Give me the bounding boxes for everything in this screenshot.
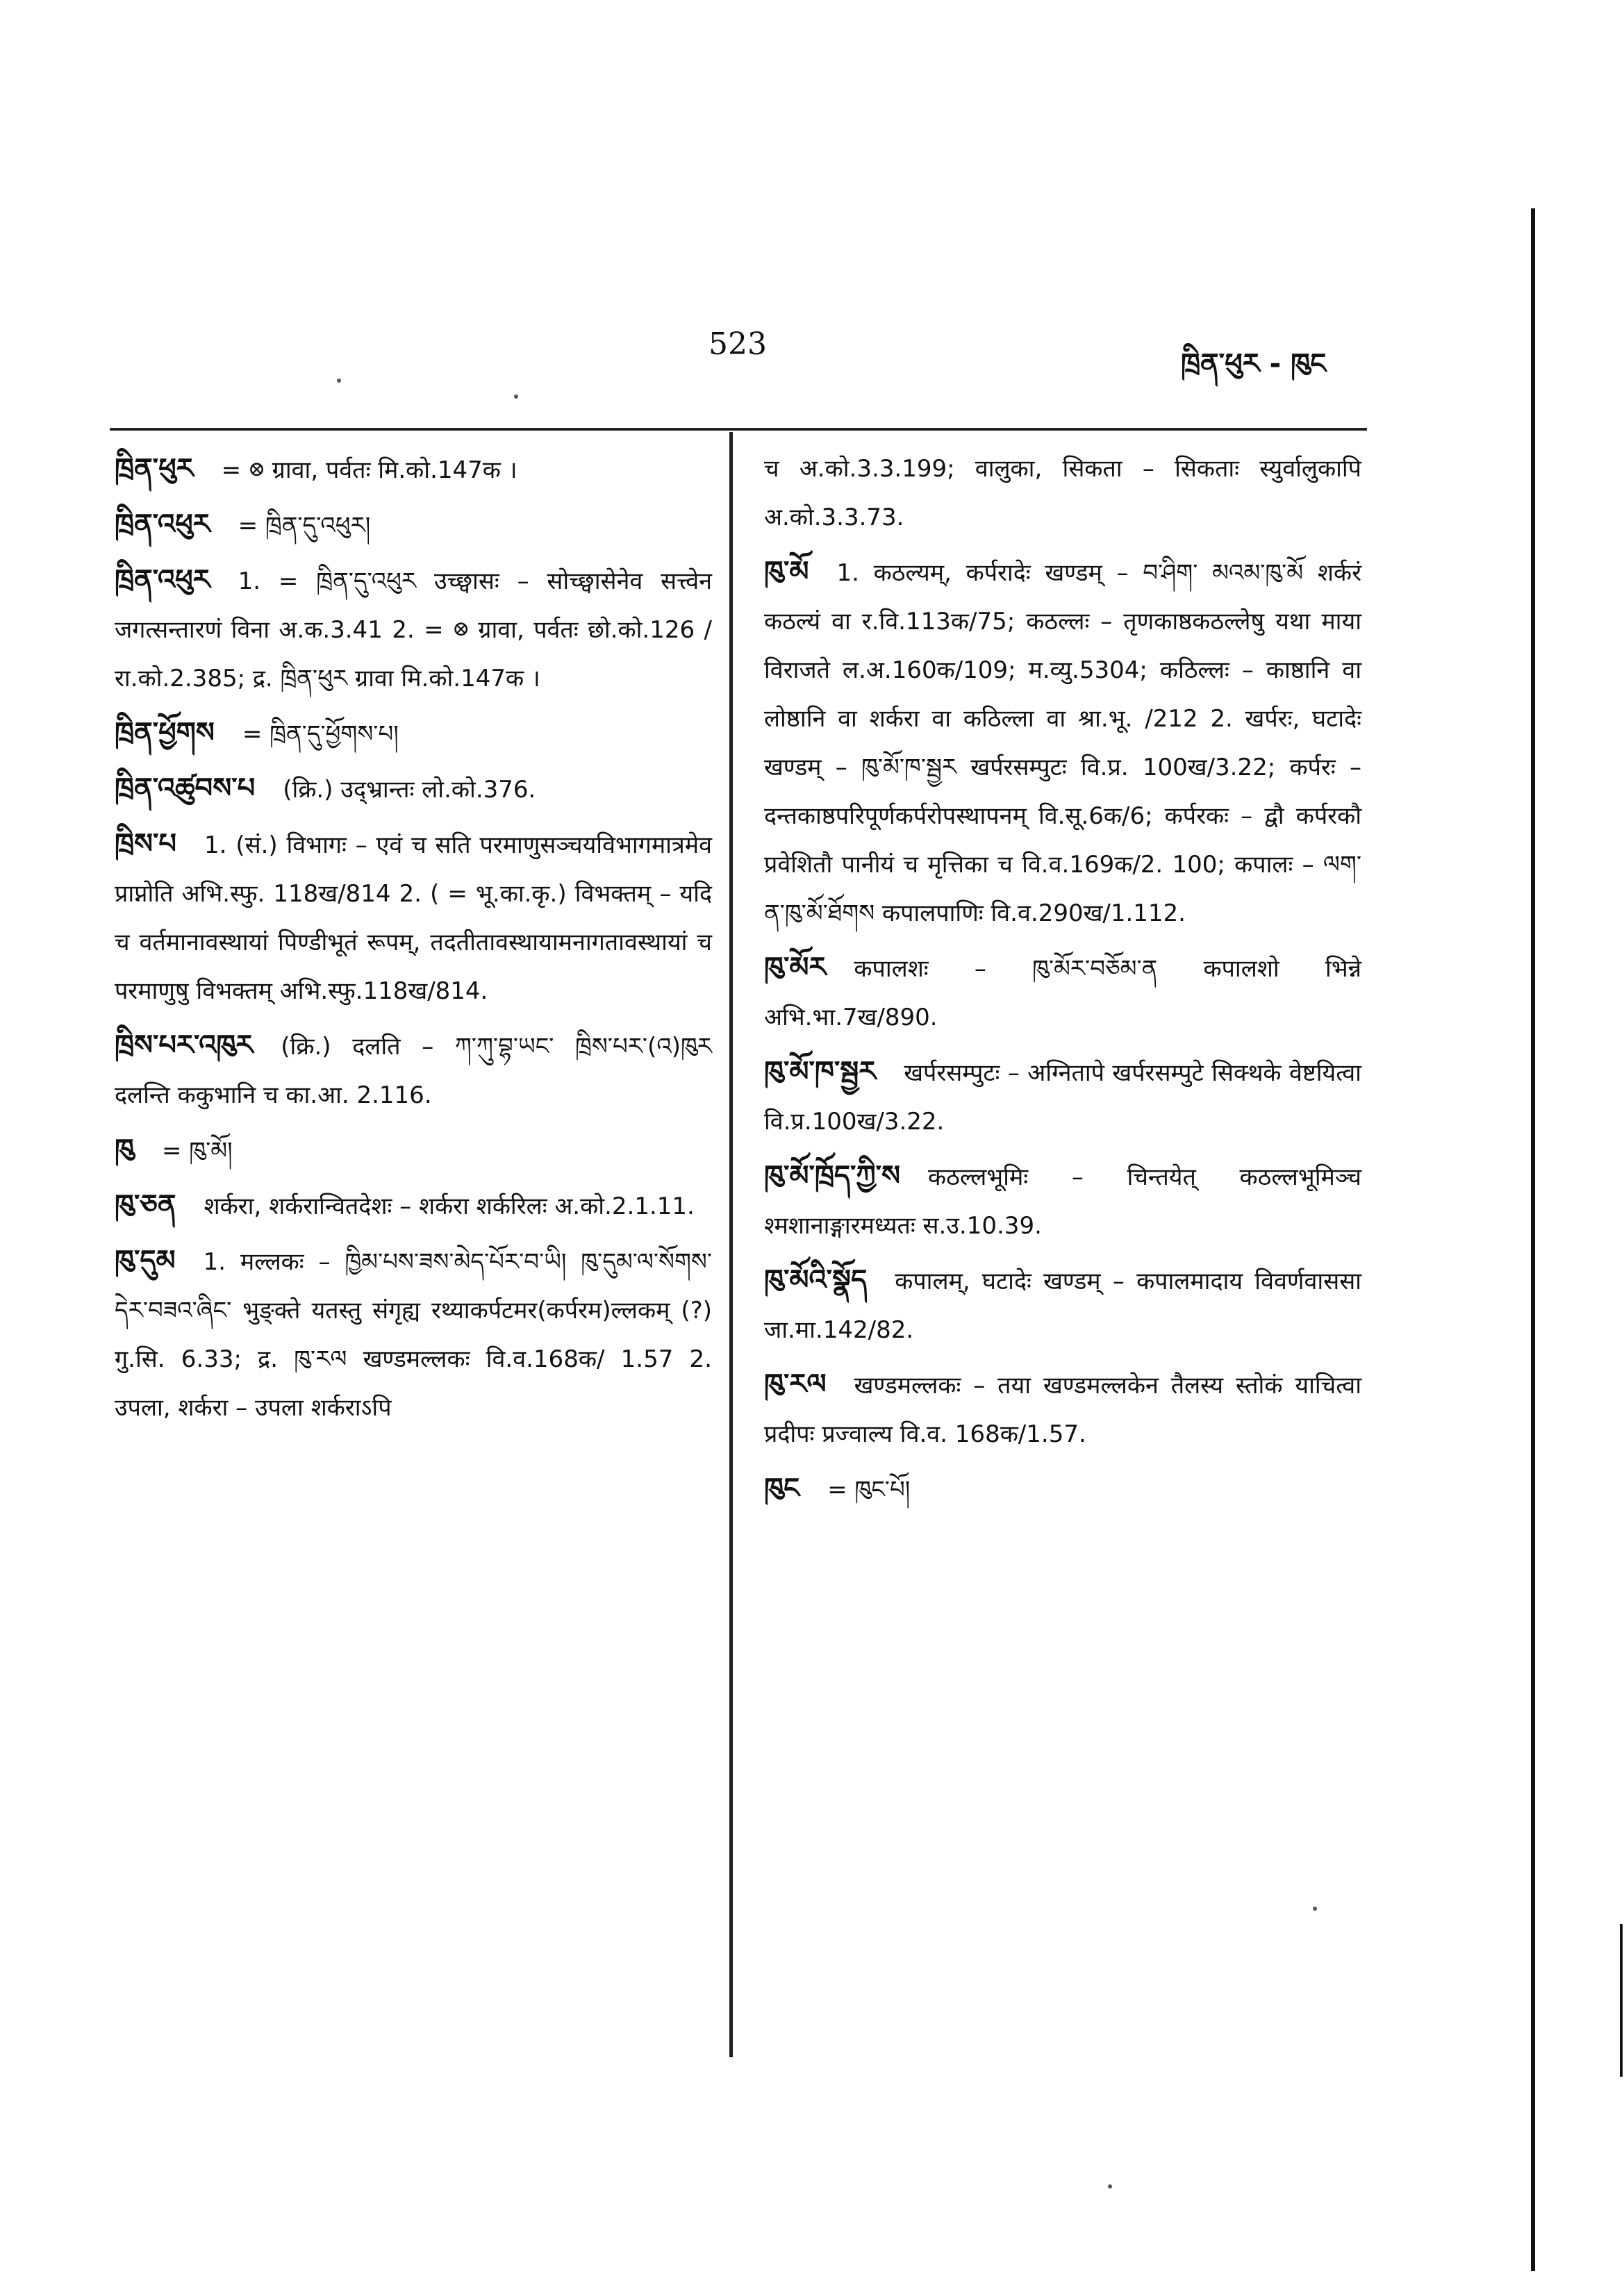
scan-speck bbox=[1313, 1907, 1317, 1911]
entry-headword: ཁུ་མོའི་སྣོད bbox=[764, 1264, 868, 1296]
scan-edge-mark bbox=[1531, 208, 1535, 2271]
entry-body: 1. = ཁྲིན་དུ་འཕུར उच्छ्वासः – सोच्छ्वासेनेव सत्त्वेन जगत्सन्तारणं विना अ.क.3.41 2. = ᳁ ग्रावा, पर्वतः छो.को.126 /रा.को.2.385; द्र. ཁྲིན་ཕུར ग्रावा मि.को.147क । bbox=[115, 567, 712, 692]
entry-body: (क्रि.) उद्भ्रान्तः लो.को.376. bbox=[283, 776, 536, 804]
entry-body: च अ.को.3.3.199; वालुका, सिकता – सिकताः स्युर्वालुकापि अ.को.3.3.73. bbox=[764, 455, 1361, 531]
dictionary-entry bbox=[764, 1360, 1361, 1459]
dictionary-entry bbox=[115, 1181, 712, 1231]
dictionary-entry bbox=[764, 547, 1361, 938]
column-divider bbox=[729, 432, 733, 2057]
entry-body: शर्करा, शर्करान्वितदेशः – शर्करा शर्करिलः अ.को.2.1.11. bbox=[204, 1193, 695, 1220]
dictionary-entry bbox=[115, 1021, 712, 1120]
entry-body: = ཁུ་མོ། bbox=[162, 1137, 233, 1165]
scan-speck bbox=[1108, 2184, 1112, 2189]
dictionary-entry bbox=[764, 1464, 1361, 1514]
scan-edge-mark-lower bbox=[1620, 1924, 1623, 2077]
dictionary-entry bbox=[115, 708, 712, 758]
entry-headword: ཁྲིན་ཕུར bbox=[115, 453, 194, 485]
entry-body: कठल्लभूमिः – चिन्तयेत् कठल्लभूमिञ्च श्मशानाङ्गारमध्यतः स.उ.10.39. bbox=[764, 1163, 1361, 1240]
entry-headword: ཁྲིན་འཕུར bbox=[115, 508, 210, 540]
header-rule bbox=[110, 428, 1367, 431]
right-column bbox=[764, 445, 1361, 1520]
dictionary-entry bbox=[764, 1047, 1361, 1146]
entry-headword: ཁུ bbox=[115, 1134, 134, 1165]
dictionary-entry bbox=[115, 764, 712, 814]
entry-headword: ཁུ་མོར bbox=[764, 952, 827, 983]
entry-body: कपालशः – ཁུ་མོར་བཅོམ་ན कपालशो भिन्ने अभि.भा.7ख/890. bbox=[764, 955, 1361, 1031]
entry-headword: ཁུ་མོ bbox=[764, 556, 809, 588]
entry-headword: ཁུ་རལ bbox=[764, 1368, 827, 1400]
entry-headword: ཁུ་མོ་ཁ་སྦྱར bbox=[764, 1056, 877, 1088]
entry-headword: ཁུ་མོ་ཁྲོད་ཀྱི་ས bbox=[764, 1160, 900, 1192]
dictionary-entry bbox=[115, 556, 712, 703]
page-number: 523 bbox=[709, 326, 767, 362]
entry-headword: ཁྲིས་པར་འཁུར bbox=[115, 1029, 254, 1061]
entry-headword: ཁྲིན་ཕྱོགས bbox=[115, 717, 215, 749]
entry-headword: ཁྲིན་འཚུབས་པ bbox=[115, 772, 256, 804]
entry-headword: ཁུང bbox=[764, 1472, 800, 1504]
dictionary-entry-continuation bbox=[764, 445, 1361, 542]
running-head: ཁྲིན་ཕུར - ཁུང bbox=[1181, 348, 1327, 380]
left-column bbox=[115, 445, 712, 1438]
entry-body: 1. (सं.) विभागः – एवं च सति परमाणुसञ्चयविभागमात्रमेव प्राप्नोति अभि.स्फु. 118ख/814 2. ( = भू.का.कृ.) विभक्तम् – यदि च वर्तमानावस्थायां पिण्डीभूतं रूपम्, तदतीतावस्थायामनागतावस्थायां च परमाणुषु विभक्तम् अभि.स्फु.118ख/814. bbox=[115, 831, 712, 1005]
scan-speck bbox=[514, 395, 518, 399]
entry-body: = ཁུང་པོ། bbox=[827, 1476, 911, 1504]
dictionary-entry bbox=[115, 1236, 712, 1432]
dictionary-entry bbox=[115, 500, 712, 550]
entry-body: (क्रि.) दलति – ཀ་ཀུ་བྷ་ཡང་ ཁྲིས་པར་(འ)ཁུར दलन्ति ककुभानि च का.आ. 2.116. bbox=[115, 1033, 712, 1109]
entry-headword: ཁྲིས་པ bbox=[115, 828, 177, 860]
dictionary-entry bbox=[764, 1256, 1361, 1354]
entry-body: = ཁྲིན་དུ་འཕུར། bbox=[238, 512, 371, 540]
entry-body: खण्डमल्लकः – तया खण्डमल्लकेन तैलस्य स्तोकं याचित्वा प्रदीपः प्रज्वाल्य वि.व. 168क/1.57. bbox=[764, 1372, 1361, 1448]
entry-body: कपालम्, घटादेः खण्डम् – कपालमादाय विवर्णवाससा जा.मा.142/82. bbox=[764, 1268, 1361, 1344]
entry-headword: ཁྲིན་འཕུར bbox=[115, 564, 210, 596]
entry-headword: ཁུ་དུམ bbox=[115, 1245, 176, 1277]
entry-body: खर्परसम्पुटः – अग्नितापे खर्परसम्पुटे सिक्थके वेष्टयित्वा वि.प्र.100ख/3.22. bbox=[764, 1059, 1361, 1136]
entry-headword: ཁུ་ཅན bbox=[115, 1189, 176, 1221]
entry-body: 1. मल्लकः – ཁྱིམ་པས་ཟས་མེད་པོར་བ་ཡི། ཁུ་དུམ་ལ་སོགས་དེར་བཟའ་ཞིང་ भुङ्क्ते यतस्तु संगृह्य रथ्याकर्पटमर(कर्परम)ल्लकम् (?) गु.सि. 6.33; द्र. ཁུ་རལ खण्डमल्लकः वि.व.168क/ 1.57 2. उपला, शर्करा – उपला शर्कराऽपि bbox=[115, 1248, 712, 1422]
dictionary-entry bbox=[115, 445, 712, 495]
dictionary-entry bbox=[764, 943, 1361, 1042]
entry-body: 1. कठल्यम्, कर्परादेः खण्डम् – བ་ཤིག་ མའམ་ཁུ་མོ शर्करं कठल्यं वा र.वि.113क/75; कठल्लः – तृणकाष्ठकठल्लेषु यथा माया विराजते ल.अ.160क/109; म.व्यु.5304; कठिल्लः – काष्ठानि वा लोष्ठानि वा शर्करा वा कठिल्ला वा श्रा.भू. /212 2. खर्परः, घटादेः खण्डम् – ཁུ་མོ་ཁ་སྦྱར खर्परसम्पुटः वि.प्र. 100ख/3.22; कर्परः – दन्तकाष्ठपरिपूर्णकर्परोपस्थापनम् वि.सू.6क/6; कर्परकः – द्वौ कर्परकौ प्रवेशितौ पानीयं च मृत्तिका च वि.व.169क/2. 100; कपालः – ལག་ན་ཁུ་མོ་ཐོགས कपालपाणिः वि.व.290ख/1.112. bbox=[764, 559, 1361, 927]
scan-speck bbox=[337, 379, 341, 383]
entry-body: = ᳁ ग्रावा, पर्वतः मि.को.147क । bbox=[221, 456, 517, 484]
dictionary-entry bbox=[115, 1125, 712, 1175]
dictionary-entry bbox=[764, 1152, 1361, 1250]
dictionary-entry bbox=[115, 820, 712, 1015]
entry-body: = ཁྲིན་དུ་ཕྱོགས་པ། bbox=[242, 720, 399, 748]
